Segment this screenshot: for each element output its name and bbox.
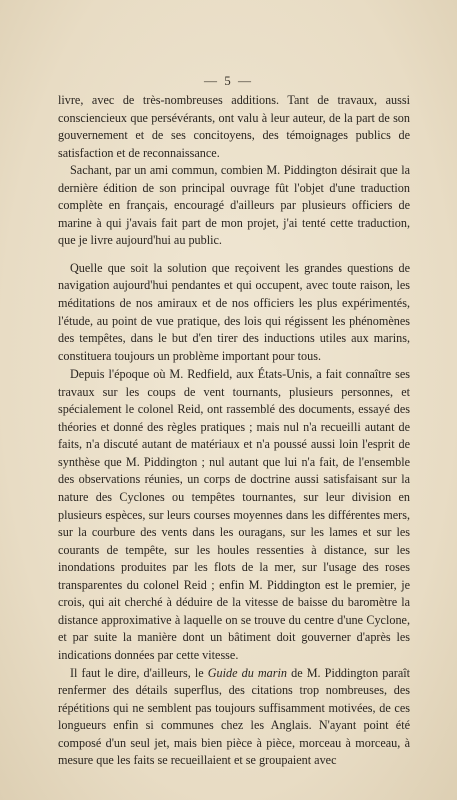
paragraph-2: Sachant, par un ami commun, combien M. Piddington désirait que la dernière édition de son principal ouvrage fût l'objet d'une traduction complète en français, encouragé d'ailleurs par plusieurs officiers de marine à qui j'avais fait part de mon projet, j'ai tenté cette traduction, que je livre aujourd'hui au public. [58,163,410,248]
page-number: — 5 — [204,73,253,88]
paragraph-5-before: Il faut le dire, d'ailleurs, le [70,665,208,680]
paragraph-5-after: de M. Piddington paraît renfermer des détails superflus, des citations trop nombreuses, des répétitions qui ne semblent pas toujours suffisamment motivées, de ces longueurs enfin si communes chez les Anglais. N'ayant point été composé d'un seul jet, mais bien pièce à pièce, morceau à morceau, à mesure que les faits se recueillaient et se groupaient avec [58,665,411,768]
body-text [58,92,410,770]
paragraph-1: livre, avec de très-nombreuses additions. Tant de travaux, aussi consciencieux que persévérants, ont valu à leur auteur, de la part de son gouvernement et de ses concitoyens, des témoignages publics de satisfaction et de reconnaissance. [58,93,410,160]
book-title-guide-du-marin: Guide du marin [207,665,288,680]
paragraph-4: Depuis l'époque où M. Redfield, aux États-Unis, a fait connaître ses travaux sur les coups de vent tournants, plusieurs personnes, et spécialement le colonel Reid, ont rassemblé des documents, essayé des théories et donné des règles pratiques ; mais nul n'a recueilli autant de faits, n'a discuté autant de matériaux et n'a poussé aussi loin l'esprit de synthèse que M. Piddington ; nul autant que lui n'a fait, de l'ensemble des observations réunies, un corps de doctrine aussi satisfaisant sur la nature des Cyclones ou tempêtes tournantes, sur leur division en plusieurs espèces, sur leurs courses moyennes dans les différentes mers, sur la courbure des vents dans les ouragans, sur les lames et sur les courants de tempête, sur les houles ressenties à distance, sur les inondations produites par les flots de la mer, sur l'usage des roses transparentes du colonel Reid ; enfin M. Piddington est le premier, je crois, qui ait cherché à déduire de la vitesse de baisse du baromètre la distance approximative à laquelle on se trouve du centre d'une Cyclone, et par suite la manière dont un bâtiment doit gouverner d'après les indications données par cette vitesse. [58,367,410,662]
paragraph-3: Quelle que soit la solution que reçoivent les grandes questions de navigation aujourd'hui pendantes et qui occupent, avec toute raison, les méditations de nos amiraux et de nos officiers les plus expérimentés, l'étude, au point de vue pratique, des lois qui régissent les phénomènes des tempêtes, dans le but d'en tirer des inductions utiles aux marins, constituera toujours un problème important pour tous. [58,260,410,363]
paragraph-5 [58,665,410,770]
